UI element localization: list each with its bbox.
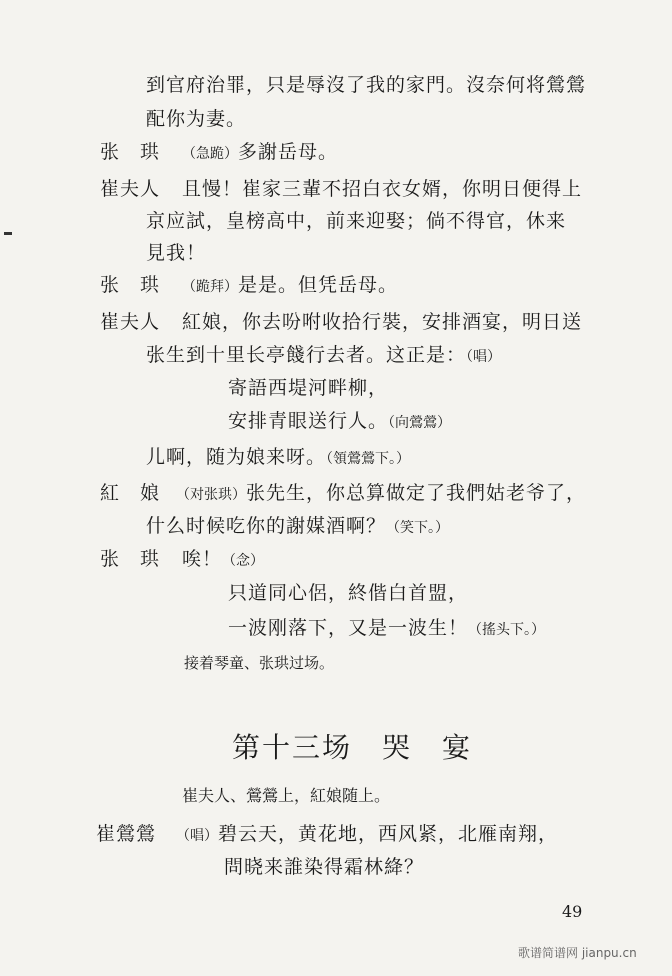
dialogue-line (182, 272, 398, 300)
page-number: 49 (562, 902, 583, 921)
stage-direction: 崔夫人、鶯鶯上，紅娘随上。 (182, 786, 391, 805)
dialogue-text: 唉！ (182, 548, 223, 570)
stage-note: （跪拜） (182, 279, 238, 295)
scene-heading (232, 731, 472, 765)
stage-note: （搖头下。） (468, 622, 546, 638)
text-line: 京应試，皇榜高中，前来迎娶；倘不得官，休来 (146, 210, 567, 232)
dialogue-text: 张生到十里长亭餞行去者。这正是： (146, 344, 467, 366)
dialogue-text: 碧云天，黄花地，西风紧，北雁南翔， (218, 823, 559, 845)
stage-note: （笑下。） (386, 520, 450, 536)
speaker-label: 崔夫人 (100, 178, 161, 200)
dialogue-text: 多謝岳母。 (238, 141, 339, 163)
text-line: 到官府治罪，只是辱沒了我的家門。沒奈何将鶯鶯 (146, 74, 587, 96)
verse-line: 寄語西堤河畔柳， (228, 377, 389, 399)
dialogue-text: 一波刚落下，又是一波生！ (228, 617, 469, 639)
speaker-label: 崔鶯鶯 (96, 823, 157, 845)
text-line: 見我！ (146, 242, 207, 264)
text-line (146, 444, 410, 472)
watermark: 歌谱简谱网 jianpu.cn (518, 946, 637, 960)
speaker-label: 张 珙 (100, 548, 161, 570)
dialogue-line (182, 546, 264, 574)
dialogue-line: 紅娘，你去吩咐收拾行裝，安排酒宴，明日送 (182, 311, 583, 333)
dialogue-text: 张先生，你总算做定了我們姑老爷了， (246, 482, 587, 504)
scene-number: 第十三场 (232, 731, 353, 764)
speaker-label: 张 珙 (100, 141, 161, 163)
stage-note: （唱） (466, 349, 502, 365)
speaker-label: 张 珙 (100, 274, 161, 296)
stage-note: （急跪） (182, 146, 238, 162)
stage-note: （向鶯鶯） (388, 415, 452, 431)
text-line: 配你为妻。 (146, 108, 247, 130)
dialogue-line (182, 139, 338, 167)
verse-line (228, 615, 545, 643)
dialogue-text: 安排青眼送行人。 (228, 410, 389, 432)
scene-title: 哭 宴 (382, 731, 473, 764)
stage-note: （念） (222, 553, 265, 569)
stage-direction: 接着琴童、张珙过场。 (184, 654, 335, 672)
speaker-label: 崔夫人 (100, 311, 161, 333)
stage-note: （对张珙） (176, 487, 246, 503)
stage-note: （唱） (176, 828, 218, 844)
stage-note: （領鶯鶯下。） (326, 451, 411, 467)
dialogue-line (176, 821, 558, 849)
dialogue-text: 什么时候吃你的謝媒酒啊？ (146, 515, 387, 537)
verse-line: 只道同心侶，終偕白首盟， (228, 582, 469, 604)
verse-line (228, 408, 451, 436)
text-line: 問晓来誰染得霜林絳？ (224, 856, 425, 878)
speaker-label: 紅 娘 (100, 482, 161, 504)
dialogue-text: 是是。但凭岳母。 (238, 274, 399, 296)
text-line (146, 342, 501, 370)
dialogue-line (176, 480, 586, 508)
dialogue-line: 且慢！崔家三輩不招白衣女婿，你明日便得上 (182, 178, 583, 200)
text-line (146, 513, 449, 541)
margin-mark (4, 232, 12, 235)
dialogue-text: 儿啊，随为娘来呀。 (146, 446, 327, 468)
